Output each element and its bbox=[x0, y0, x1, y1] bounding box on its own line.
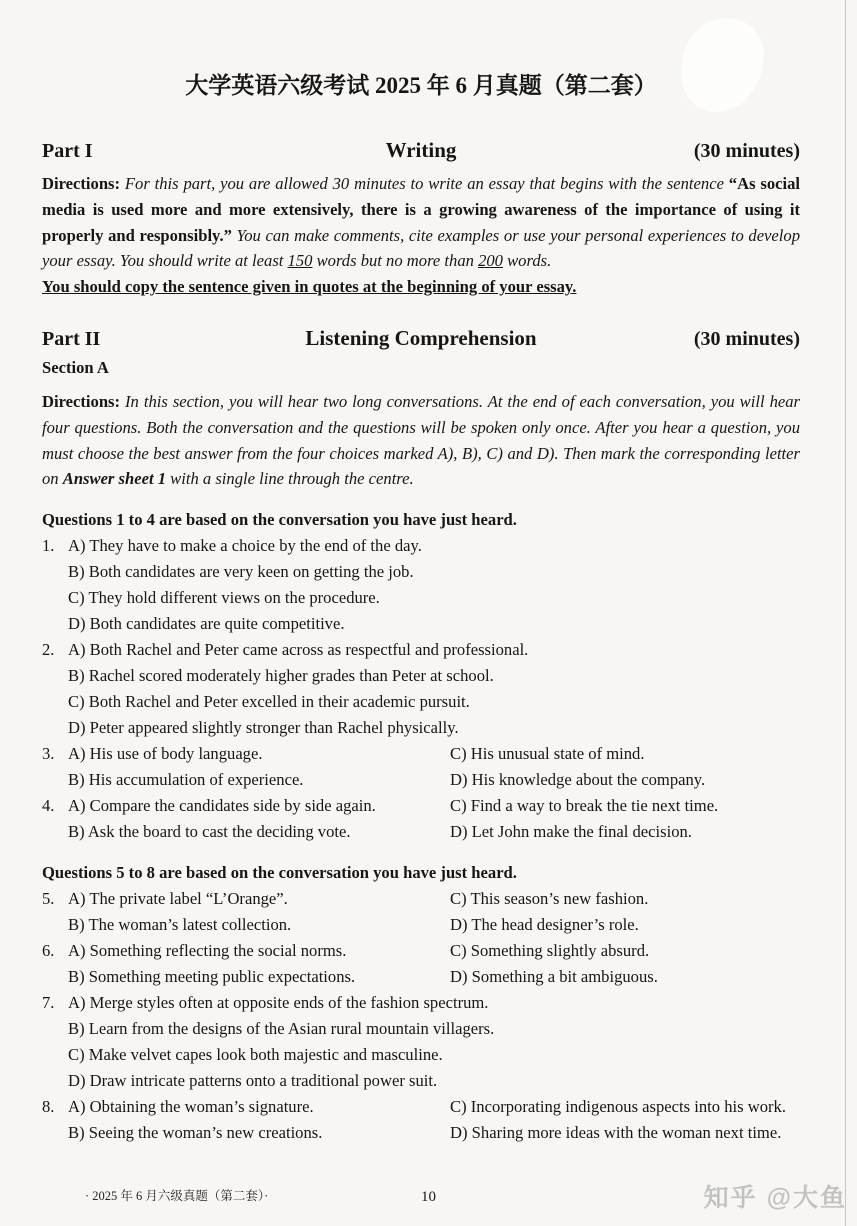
part2-title: Listening Comprehension bbox=[305, 325, 537, 350]
min-word-count: 150 bbox=[287, 251, 313, 271]
question-6-number: 6. bbox=[42, 941, 55, 961]
question-7-option-c: C) Make velvet capes look both majestic and masculine. bbox=[68, 1045, 443, 1065]
question-8-option-d: D) Sharing more ideas with the woman next time. bbox=[450, 1123, 782, 1143]
question-4-row-2 bbox=[42, 819, 800, 845]
part1-label: Part I bbox=[42, 140, 93, 162]
question-group-1-heading: Questions 1 to 4 are based on the conversation you have just heard. bbox=[42, 510, 517, 530]
part1-header bbox=[42, 138, 800, 163]
question-2-option-c: C) Both Rachel and Peter excelled in their academic pursuit. bbox=[68, 692, 470, 712]
question-5-option-d: D) The head designer’s role. bbox=[450, 915, 639, 935]
part1-title: Writing bbox=[385, 138, 457, 162]
question-8-option-c: C) Incorporating indigenous aspects into his work. bbox=[450, 1097, 786, 1117]
question-6-option-d: D) Something a bit ambiguous. bbox=[450, 967, 658, 987]
question-8-option-a: A) Obtaining the woman’s signature. bbox=[68, 1097, 314, 1117]
part2-directions: Directions: In this section, you will hear two long conversations. At the end of each conversation, you will hear four questions. Both the conversation and the questions will be spoken only once. After you hear a question, you must choose the best answer from the four choices marked A), B), C) and D). Then mark the corresponding letter on Answer sheet 1 with a single line through the centre. bbox=[42, 391, 800, 489]
question-1-row-b bbox=[42, 559, 800, 585]
question-5 bbox=[42, 886, 800, 938]
question-2-row-c bbox=[42, 689, 800, 715]
part2-label: Part II bbox=[42, 327, 101, 350]
question-2-number: 2. bbox=[42, 640, 55, 660]
question-5-row-1 bbox=[42, 886, 800, 912]
question-3-option-c: C) His unusual state of mind. bbox=[450, 744, 645, 764]
question-1-option-d: D) Both candidates are quite competitive. bbox=[68, 614, 345, 634]
question-6-option-c: C) Something slightly absurd. bbox=[450, 941, 650, 961]
question-1-row-c bbox=[42, 585, 800, 611]
question-7-row-a bbox=[42, 990, 800, 1016]
directions-label: Directions: bbox=[42, 174, 125, 193]
question-4 bbox=[42, 793, 800, 845]
question-8-row-2 bbox=[42, 1120, 800, 1146]
directions-label: Directions: bbox=[42, 391, 126, 411]
question-2 bbox=[42, 637, 800, 741]
question-8 bbox=[42, 1094, 800, 1146]
part1-duration: (30 minutes) bbox=[693, 140, 800, 162]
question-2-option-d: D) Peter appeared slightly stronger than Rachel physically. bbox=[68, 718, 459, 738]
question-3 bbox=[42, 741, 800, 793]
question-4-option-c: C) Find a way to break the tie next time. bbox=[450, 796, 719, 816]
question-3-option-d: D) His knowledge about the company. bbox=[450, 770, 706, 790]
question-6-row-2 bbox=[42, 964, 800, 990]
part2-duration: (30 minutes) bbox=[693, 327, 800, 350]
copy-sentence-instruction: You should copy the sentence given in quotes at the beginning of your essay. bbox=[42, 277, 577, 297]
question-1 bbox=[42, 533, 800, 637]
question-6 bbox=[42, 938, 800, 990]
question-1-row-a bbox=[42, 533, 800, 559]
question-8-option-b: B) Seeing the woman’s new creations. bbox=[68, 1123, 323, 1143]
question-group-2-heading: Questions 5 to 8 are based on the conversation you have just heard. bbox=[42, 863, 517, 883]
question-1-number: 1. bbox=[42, 536, 55, 556]
question-7-row-c bbox=[42, 1042, 800, 1068]
part2-header bbox=[42, 326, 800, 351]
question-3-option-a: A) His use of body language. bbox=[68, 744, 263, 764]
question-2-option-a: A) Both Rachel and Peter came across as respectful and professional. bbox=[68, 640, 529, 660]
question-4-option-a: A) Compare the candidates side by side again. bbox=[68, 796, 376, 816]
part1-directions: Directions: For this part, you are allowed 30 minutes to write an essay that begins with the sentence “As social media is used more and more extensively, there is a growing awareness of the importance of using it properly and responsibly.” You can make comments, cite examples or use your personal experiences to develop your essay. You should write at least 150 words but no more than 200 words. bbox=[42, 174, 801, 271]
question-5-option-a: A) The private label “L’Orange”. bbox=[68, 889, 288, 909]
question-7-number: 7. bbox=[42, 993, 55, 1013]
question-1-option-c: C) They hold different views on the procedure. bbox=[68, 588, 380, 608]
question-5-number: 5. bbox=[42, 889, 55, 909]
question-8-number: 8. bbox=[42, 1097, 55, 1117]
question-4-number: 4. bbox=[42, 796, 55, 816]
answer-sheet-reference: Answer sheet 1 bbox=[62, 469, 167, 489]
question-2-row-b bbox=[42, 663, 800, 689]
question-2-row-d bbox=[42, 715, 800, 741]
question-6-row-1 bbox=[42, 938, 800, 964]
question-7 bbox=[42, 990, 800, 1094]
footer-exam-label: · 2025 年 6 月六级真题（第二套）· bbox=[85, 1189, 269, 1203]
watermark: 知乎 @大鱼 bbox=[703, 1184, 847, 1212]
question-7-row-b bbox=[42, 1016, 800, 1042]
question-7-row-d bbox=[42, 1068, 800, 1094]
question-3-row-2 bbox=[42, 767, 800, 793]
question-7-option-d: D) Draw intricate patterns onto a traditional power suit. bbox=[68, 1071, 438, 1091]
max-word-count: 200 bbox=[478, 251, 503, 271]
question-6-option-a: A) Something reflecting the social norms. bbox=[68, 941, 347, 961]
question-5-option-b: B) The woman’s latest collection. bbox=[68, 915, 292, 935]
question-3-option-b: B) His accumulation of experience. bbox=[68, 770, 304, 790]
question-5-row-2 bbox=[42, 912, 800, 938]
question-1-option-b: B) Both candidates are very keen on getting the job. bbox=[68, 562, 414, 582]
question-7-option-a: A) Merge styles often at opposite ends of the fashion spectrum. bbox=[68, 993, 489, 1013]
question-2-option-b: B) Rachel scored moderately higher grades than Peter at school. bbox=[68, 666, 494, 686]
page-number: 10 bbox=[421, 1189, 436, 1205]
section-a-label: Section A bbox=[42, 357, 109, 377]
question-3-row-1 bbox=[42, 741, 800, 767]
question-8-row-1 bbox=[42, 1094, 800, 1120]
question-6-option-b: B) Something meeting public expectations. bbox=[68, 967, 356, 987]
question-7-option-b: B) Learn from the designs of the Asian rural mountain villagers. bbox=[68, 1019, 495, 1039]
question-3-number: 3. bbox=[42, 744, 55, 764]
question-1-option-a: A) They have to make a choice by the end of the day. bbox=[68, 536, 422, 556]
question-4-option-b: B) Ask the board to cast the deciding vote. bbox=[68, 822, 351, 842]
document-title: 大学英语六级考试 2025 年 6 月真题（第二套） bbox=[185, 73, 657, 98]
question-2-row-a bbox=[42, 637, 800, 663]
question-1-row-d bbox=[42, 611, 800, 637]
question-5-option-c: C) This season’s new fashion. bbox=[450, 889, 649, 909]
question-4-row-1 bbox=[42, 793, 800, 819]
question-4-option-d: D) Let John make the final decision. bbox=[450, 822, 692, 842]
